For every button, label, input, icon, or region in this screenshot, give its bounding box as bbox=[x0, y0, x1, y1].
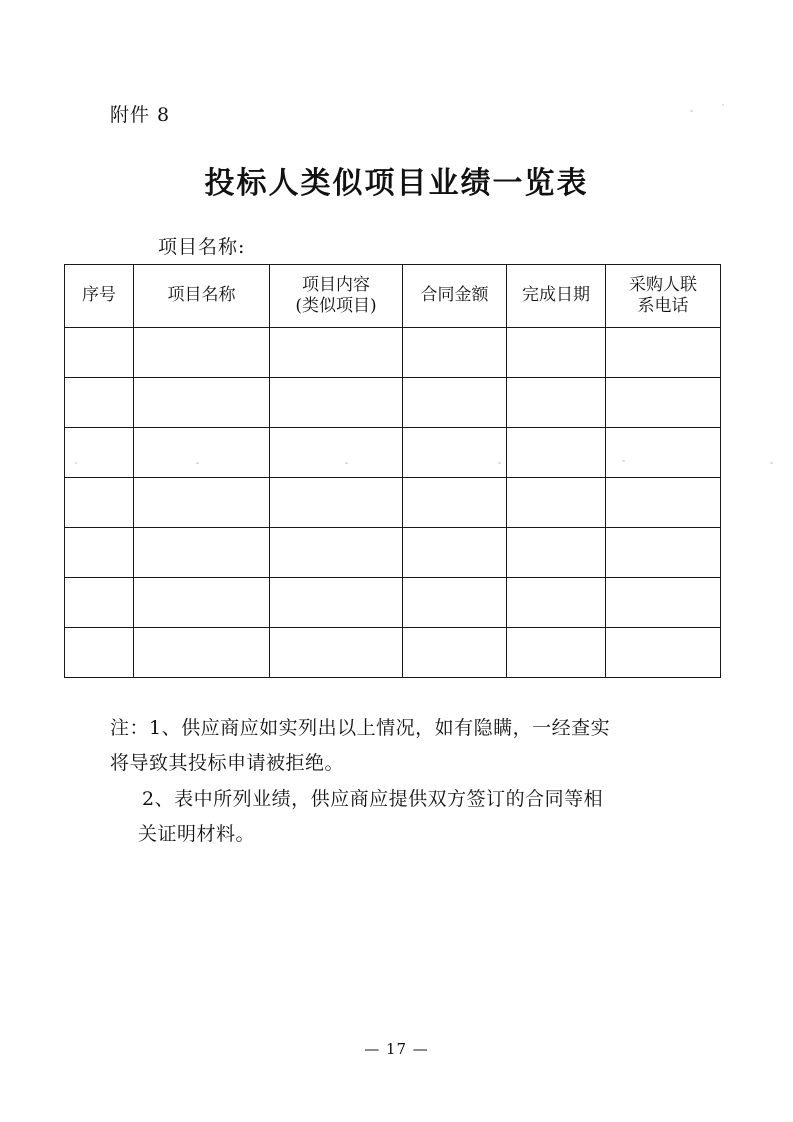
column-header-contract-amount bbox=[403, 265, 507, 328]
table-row bbox=[65, 578, 721, 628]
notes-section bbox=[110, 712, 690, 853]
cell-project-content[interactable] bbox=[270, 628, 403, 678]
cell-index[interactable] bbox=[65, 378, 134, 428]
cell-index[interactable] bbox=[65, 628, 134, 678]
cell-project-name[interactable] bbox=[134, 578, 270, 628]
column-header-purchaser-phone bbox=[606, 265, 721, 328]
table-row bbox=[65, 428, 721, 478]
cell-project-name[interactable] bbox=[134, 378, 270, 428]
cell-project-content[interactable] bbox=[270, 378, 403, 428]
cell-project-content[interactable] bbox=[270, 328, 403, 378]
scan-speckle bbox=[498, 462, 501, 464]
cell-project-name[interactable] bbox=[134, 478, 270, 528]
table-row bbox=[65, 378, 721, 428]
cell-contract-amount[interactable] bbox=[403, 628, 507, 678]
table-row bbox=[65, 628, 721, 678]
cell-completion-date[interactable] bbox=[507, 328, 606, 378]
cell-project-content[interactable] bbox=[270, 578, 403, 628]
scan-speckle bbox=[75, 462, 77, 464]
column-header-project-content bbox=[270, 265, 403, 328]
cell-contract-amount[interactable] bbox=[403, 378, 507, 428]
cell-contract-amount[interactable] bbox=[403, 328, 507, 378]
note-1-line-1: 注：1、供应商应如实列出以上情况，如有隐瞒，一经查实 bbox=[110, 717, 611, 739]
cell-purchaser-phone[interactable] bbox=[606, 478, 721, 528]
table-row bbox=[65, 478, 721, 528]
column-header-index-line1: 序号 bbox=[82, 285, 116, 306]
note-1-line-2: 将导致其投标申请被拒绝。 bbox=[110, 752, 345, 775]
page-title: 投标人类似项目业绩一览表 bbox=[204, 166, 589, 201]
cell-project-name[interactable] bbox=[134, 328, 270, 378]
column-header-completion-date-line1: 完成日期 bbox=[522, 285, 590, 306]
scan-speckle bbox=[770, 462, 773, 464]
cell-project-name[interactable] bbox=[134, 528, 270, 578]
cell-completion-date[interactable] bbox=[507, 528, 606, 578]
cell-project-name[interactable] bbox=[134, 428, 270, 478]
scan-speckle bbox=[345, 462, 348, 464]
cell-contract-amount[interactable] bbox=[403, 578, 507, 628]
column-header-completion-date bbox=[507, 265, 606, 328]
project-name-label: 项目名称: bbox=[158, 236, 246, 258]
table-row bbox=[65, 328, 721, 378]
cell-project-content[interactable] bbox=[270, 478, 403, 528]
cell-completion-date[interactable] bbox=[507, 628, 606, 678]
performance-table bbox=[64, 264, 721, 678]
cell-completion-date[interactable] bbox=[507, 428, 606, 478]
column-header-project-content-line1: 项目内容 bbox=[302, 274, 370, 295]
page-number: — 17 — bbox=[364, 1040, 429, 1058]
cell-project-content[interactable] bbox=[270, 528, 403, 578]
note-2-line-2: 关证明材料。 bbox=[138, 822, 256, 845]
cell-contract-amount[interactable] bbox=[403, 478, 507, 528]
scan-speckle bbox=[722, 104, 724, 106]
table-body bbox=[65, 328, 721, 678]
cell-index[interactable] bbox=[65, 328, 134, 378]
scan-speckle bbox=[622, 460, 625, 462]
column-header-project-name-line1: 项目名称 bbox=[167, 285, 236, 306]
column-header-contract-amount-line1: 合同金额 bbox=[420, 285, 489, 306]
column-header-project-content-line2: (类似项目) bbox=[295, 296, 377, 316]
cell-purchaser-phone[interactable] bbox=[606, 328, 721, 378]
cell-index[interactable] bbox=[65, 528, 134, 578]
cell-purchaser-phone[interactable] bbox=[606, 528, 721, 578]
table-header-row bbox=[65, 265, 721, 328]
cell-purchaser-phone[interactable] bbox=[606, 428, 721, 478]
cell-purchaser-phone[interactable] bbox=[606, 628, 721, 678]
cell-index[interactable] bbox=[65, 478, 134, 528]
cell-contract-amount[interactable] bbox=[403, 528, 507, 578]
cell-project-name[interactable] bbox=[134, 628, 270, 678]
cell-completion-date[interactable] bbox=[507, 378, 606, 428]
cell-completion-date[interactable] bbox=[507, 478, 606, 528]
column-header-purchaser-phone-line1: 采购人联 bbox=[629, 274, 697, 295]
cell-purchaser-phone[interactable] bbox=[606, 578, 721, 628]
note-2-line-1: 2、表中所列业绩，供应商应提供双方签订的合同等相 bbox=[142, 787, 604, 810]
scan-speckle bbox=[690, 110, 693, 112]
scan-speckle bbox=[196, 462, 199, 464]
cell-index[interactable] bbox=[65, 578, 134, 628]
cell-purchaser-phone[interactable] bbox=[606, 378, 721, 428]
cell-completion-date[interactable] bbox=[507, 578, 606, 628]
cell-index[interactable] bbox=[65, 428, 134, 478]
column-header-project-name bbox=[134, 265, 270, 328]
column-header-purchaser-phone-line2: 系电话 bbox=[637, 296, 689, 316]
table-row bbox=[65, 528, 721, 578]
cell-project-content[interactable] bbox=[270, 428, 403, 478]
attachment-label: 附件 8 bbox=[110, 104, 171, 126]
cell-contract-amount[interactable] bbox=[403, 428, 507, 478]
column-header-index bbox=[65, 265, 134, 328]
